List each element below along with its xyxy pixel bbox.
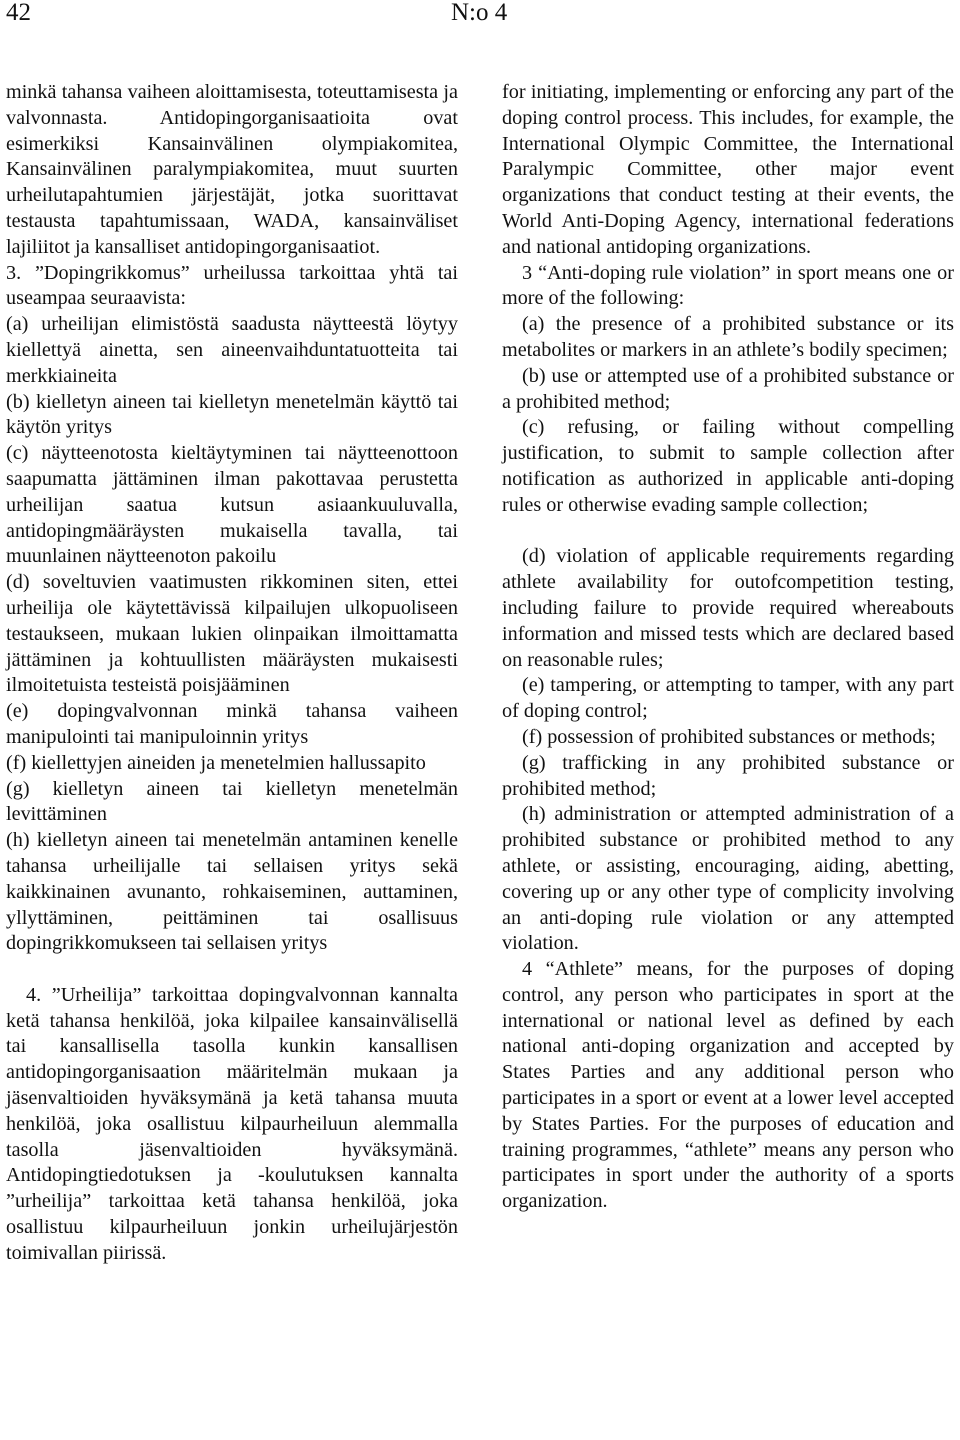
fi-paragraph-4: 4. ”Urheilija” tarkoittaa dopingvalvonnan kannalta ketä tahansa henkilöä, joka kilpailee kansainvälisellä tai kansallisella tasolla kunkin kansallisen antidopingorganisaation määritelmän mukaan ja jäsenvaltioiden hyväksymänä ja ketä tahansa muuta henkilöä, joka osallistuu kilpaurheiluun alemmalla tasolla jäsenvaltioiden hyväksymänä. Antidopingtiedotuksen ja -koulutuksen kannalta ”urheilija” tarkoittaa ketä tahansa henkilöä, joka osallistuu kilpaurheiluun jonkin urheilujärjestön toimivallan piirissä. bbox=[6, 983, 458, 1264]
fi-item-b: (b) kielletyn aineen tai kielletyn menetelmän käyttö tai käytön yritys bbox=[6, 390, 458, 439]
fi-item-d: (d) soveltuvien vaatimusten rikkominen siten, ettei urheilija ole käytettävissä kilpailujen ulkopuoliseen testaukseen, mukaan lukien olinpaikan ilmoittamatta jättäminen ja kohtuullisten määräysten mukaisesti ilmoitetuista testeistä poisjääminen bbox=[6, 571, 458, 697]
fi-paragraph-1: minkä tahansa vaiheen aloittamisesta, toteuttamisesta ja valvonnasta. Antidopingorganisaatioita ovat esimerkiksi Kansainvälinen olympiakomitea, Kansainvälinen paralympiakomitea, muut suurten urheilutapahtumien järjestäjät, jotka suorittavat testausta tapahtumissaan, WADA, kansainväliset lajiliitot ja kansalliset antidopingorganisaatiot. bbox=[6, 81, 458, 258]
en-item-a: (a) the presence of a prohibited substance or its metabolites or markers in an athlete’s bodily specimen; bbox=[502, 313, 954, 361]
en-paragraph-1: for initiating, implementing or enforcing any part of the doping control process. This includes, for example, the International Olympic Committee, the International Paralympic Committee, other major event organizations that conduct testing at their events, the World Anti-Doping Agency, international federations and national antidoping organizations. bbox=[502, 81, 954, 258]
en-item-g: (g) trafficking in any prohibited substance or prohibited method; bbox=[502, 751, 954, 800]
fi-item-h: (h) kielletyn aineen tai menetelmän antaminen kenelle tahansa urheilijalle tai sellaisen yritys sekä kaikkinainen avunanto, rohkaiseminen, auttaminen, yllyttäminen, peittäminen tai osallisuus dopingrikkomukseen tai sellaisen yritys bbox=[6, 829, 458, 955]
en-paragraph-3: 3 “Anti-doping rule violation” in sport means one or more of the following: bbox=[502, 261, 954, 310]
en-spacer bbox=[502, 519, 954, 545]
running-head: N:o 4 bbox=[451, 0, 508, 26]
fi-item-g: (g) kielletyn aineen tai kielletyn menetelmän levittäminen bbox=[6, 777, 458, 826]
en-item-f: (f) possession of prohibited substances or methods; bbox=[522, 725, 936, 748]
en-item-c: (c) refusing, or failing without compelling justification, to submit to sample collection after notification as authorized in applicable anti-doping rules or otherwise evading sample collection; bbox=[502, 416, 954, 516]
fi-item-f: (f) kiellettyjen aineiden ja menetelmien hallussapito bbox=[6, 751, 426, 774]
english-column bbox=[502, 80, 954, 1215]
page-header bbox=[0, 0, 960, 40]
en-item-b: (b) use or attempted use of a prohibited substance or a prohibited method; bbox=[502, 364, 954, 413]
fi-item-e: (e) dopingvalvonnan minkä tahansa vaiheen manipulointi tai manipuloinnin yritys bbox=[6, 700, 458, 748]
en-item-h: (h) administration or attempted administration of a prohibited substance or prohibited method to any athlete, or assisting, encouraging, aiding, abetting, covering up or any other type of complicity involving an anti-doping rule violation or any attempted violation. bbox=[502, 803, 954, 955]
finnish-column bbox=[6, 80, 458, 1267]
page-number: 42 bbox=[6, 0, 31, 26]
fi-paragraph-3: 3. ”Dopingrikkomus” urheilussa tarkoittaa yhtä tai useampaa seuraavista: bbox=[6, 261, 458, 310]
fi-item-a: (a) urheilijan elimistöstä saadusta näytteestä löytyy kiellettyä ainetta, sen aineenvaihduntatuotteita tai merkkiaineita bbox=[6, 313, 458, 387]
en-item-e: (e) tampering, or attempting to tamper, with any part of doping control; bbox=[502, 674, 954, 723]
fi-item-c: (c) näytteenotosta kieltäytyminen tai näytteenottoon saapumatta jättäminen ilman pakottavaa perustetta urheilijan saatua kutsun asiaankuuluvalla, antidopingmääräysten mukaisella tavalla, tai muunlainen näytteenoton pakoilu bbox=[6, 442, 458, 568]
en-paragraph-4: 4 “Athlete” means, for the purposes of doping control, any person who participates in sport at the international or national level as defined by each national anti-doping organization and accepted by States Parties and any additional person who participates in a sport or event at a lower level accepted by States Parties. For the purposes of education and training programmes, “athlete” means any person who participates in sport under the authority of a sports organization. bbox=[502, 958, 954, 1213]
en-item-d: (d) violation of applicable requirements regarding athlete availability for outofcompetition testing, including failure to provide required whereabouts information and missed tests which are declared based on reasonable rules; bbox=[502, 545, 954, 671]
